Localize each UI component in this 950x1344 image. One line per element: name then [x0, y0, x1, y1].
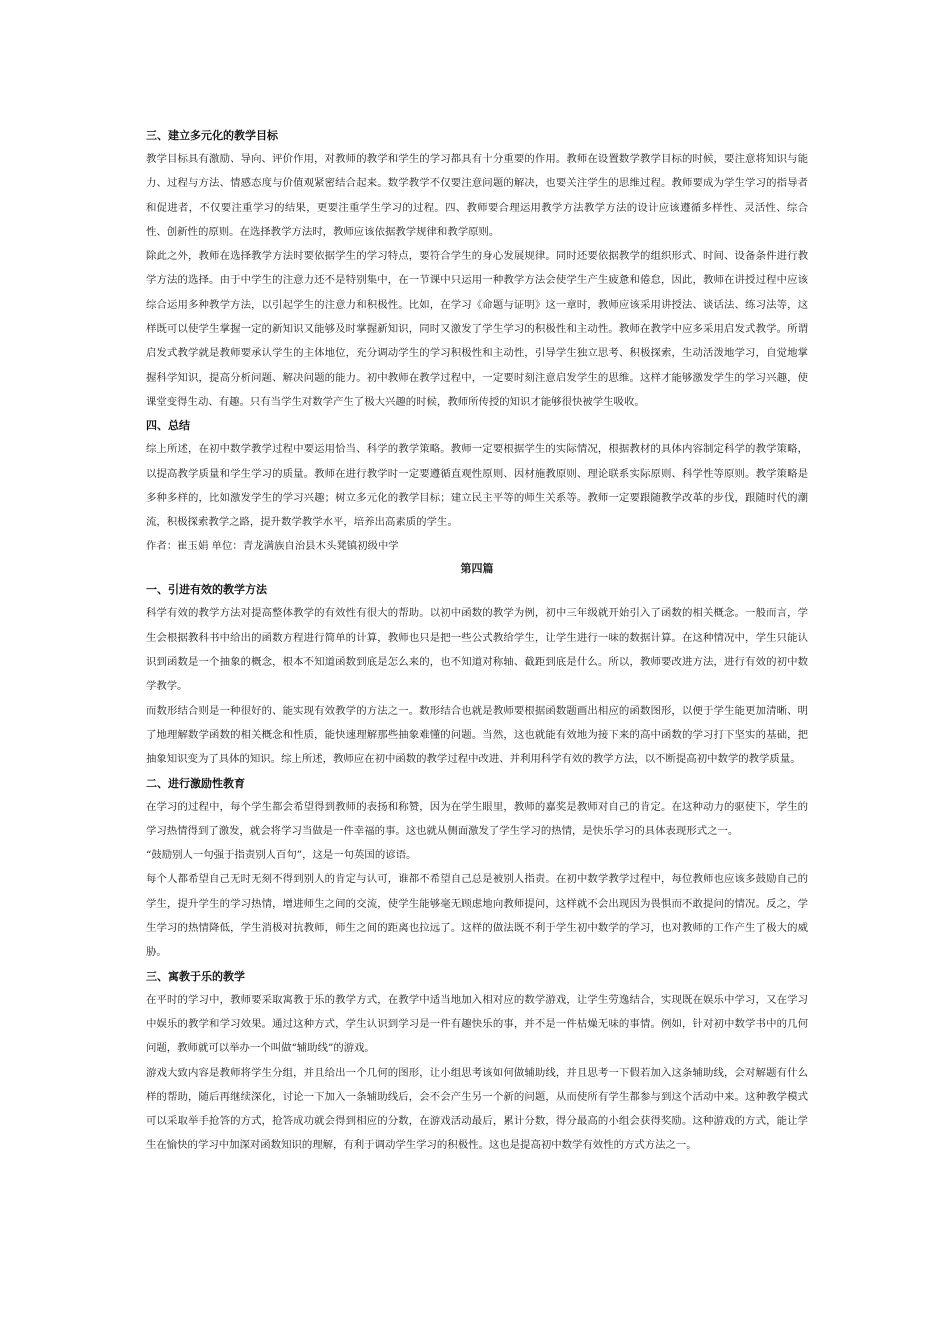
paragraph: 综上所述，在初中数学教学过程中要运用恰当、科学的教学策略。教师一定要根据学生的实际情况，根据教材的具体内容制定科学的教学策略，以提高教学质量和学生学习的质量。教师在进行教学时一定要遵循直观性原则、因材施教原则、理论联系实际原则、科学性等原则。教学策略是多种多样的，比如激发学生的学习兴趣；树立多元化的教学目标；建立民主平等的师生关系等。教师一定要跟随教学改革的步伐，跟随时代的潮流，积极探索教学之路，提升数学教学水平，培养出高素质的学生。 [146, 443, 808, 529]
paragraph: 科学有效的教学方法对提高整体教学的有效性有很大的帮助。以初中函数的教学为例，初中三年级就开始引入了函数的相关概念。一般而言，学生会根据教科书中给出的函数方程进行简单的计算，教师也只是把一些公式教给学生，让学生进行一味的数据计算。在这种情况中，学生只能认识到函数是一个抽象的概念，根本不知道函数到底是怎么来的，也不知道对称轴、截距到底是什么。所以，教师要改进方法，进行有效的初中数学教学。 [146, 607, 808, 693]
part-title: 第四篇 [460, 562, 494, 576]
section-heading-learning-through-play: 三、寓教于乐的教学 [146, 969, 245, 983]
section-heading-effective-methods: 一、引进有效的教学方法 [146, 583, 267, 597]
paragraph: 教学目标具有激励、导向、评价作用，对教师的教学和学生的学习都具有十分重要的作用。教师在设置数学教学目标的时候，要注意将知识与能力、过程与方法、情感态度与价值观紧密结合起来。数学教学不仅要注意问题的解决，也要关注学生的思维过程。教师要成为学生学习的指导者和促进者，不仅要注重学习的结果，更要注重学生学习的过程。四、教师要合理运用教学方法教学方法的设计应该遵循多样性、灵活性、综合性、创新性的原则。在选择教学方法时，教师应该依据教学规律和教学原则。 [146, 153, 808, 238]
proverb-line: “鼓励别人一句强于指责别人百句”，这是一句英国的谚语。 [146, 849, 417, 862]
paragraph: 游戏大致内容是教师将学生分组，并且给出一个几何的图形，让小组思考该如何做辅助线，并且思考一下假若加入这条辅助线，会对解题有什么样的帮助，随后再继续深化，讨论一下加入一条辅助线后，会不会产生另一个新的问题，从而使所有学生都参与到这个活动中来。这种教学模式可以采取举手抢答的方式，抢答成功就会得到相应的分数，在游戏活动最后，累计分数，得分最高的小组会获得奖励。这种游戏的方式，能让学生在愉快的学习中加深对函数知识的理解，有利于调动学生学习的积极性。这也是提高初中数学有效性的方式方法之一。 [146, 1066, 808, 1152]
paragraph: 在学习的过程中，每个学生都会希望得到教师的表扬和称赞，因为在学生眼里，教师的嘉奖是教师对自己的肯定。在这种动力的驱使下，学生的学习热情得到了激发，就会将学习当做是一件幸福的事。这也就从侧面激发了学生学习的热情，是快乐学习的具体表现形式之一。 [146, 800, 808, 837]
paragraph: 在平时的学习中，教师要采取寓教于乐的教学方式，在教学中适当地加入相对应的数学游戏，让学生劳逸结合，实现既在娱乐中学习，又在学习中娱乐的教学和学习效果。通过这种方式，学生认识到学习是一件有趣快乐的事，并不是一件枯燥无味的事情。例如，针对初中数学书中的几何问题，教师就可以举办一个叫做“辅助线”的游戏。 [146, 993, 808, 1055]
author-line: 作者：崔玉娟 单位：青龙满族自治县木头凳镇初级中学 [146, 540, 399, 553]
document-page [146, 126, 808, 1158]
paragraph: 除此之外，教师在选择教学方法时要依据学生的学习特点，要符合学生的身心发展规律。同时还要依据教学的组织形式、时间、设备条件进行教学方法的选择。由于中学生的注意力还不是特别集中，在一节课中只运用一种教学方法会使学生产生疲惫和倦怠，因此，教师在讲授过程中应该综合运用多种教学方法，以引起学生的注意力和积极性。比如，在学习《命题与证明》这一章时，教师应该采用讲授法、谈话法、练习法等，这样既可以使学生掌握一定的新知识又能够及时掌握新知识，同时又激发了学生学习的积极性和主动性。教师在教学中应多采用启发式教学。所谓启发式教学就是教师要承认学生的主体地位，充分调动学生的学习积极性和主动性，引导学生独立思考、积极探索，生动活泼地学习，自觉地掌握科学知识，提高分析问题、解决问题的能力。初中教师在教学过程中，一定要时刻注意启发学生的思维。这样才能够激发学生的学习兴趣，使课堂变得生动、有趣。只有当学生对数学产生了极大兴趣的时候，教师所传授的知识才能够很快被学生吸收。 [146, 250, 808, 408]
section-heading-motivational-education: 二、进行激励性教育 [146, 776, 245, 790]
section-heading-summary: 四、总结 [146, 419, 190, 433]
paragraph: 而数形结合则是一种很好的、能实现有效教学的方法之一。数形结合也就是教师要根据函数题画出相应的函数图形，以便于学生能更加清晰、明了地理解数学函数的相关概念和性质，能快速理解那些抽象难懂的问题。当然，这也就能有效地为接下来的高中函数的学习打下坚实的基础，把抽象知识变为了具体的知识。综上所述，教师应在初中函数的教学过程中改进、并利用科学有效的教学方法，以不断提高初中数学的教学质量。 [146, 704, 808, 766]
section-heading-teaching-goals: 三、建立多元化的教学目标 [146, 129, 278, 142]
paragraph: 每个人都希望自己无时无刻不得到别人的肯定与认可，谁都不希望自己总是被别人指责。在初中数学教学过程中，每位教师也应该多鼓励自己的学生，提升学生的学习热情，增进师生之间的交流，使学生能够毫无顾虑地向教师提问，这样就不会出现因为畏惧而不敢提问的情况。反之，学生学习的热情降低，学生消极对抗教师，师生之间的距离也拉远了。这样的做法既不利于学生初中数学的学习，也对教师的工作产生了极大的威胁。 [146, 873, 808, 959]
